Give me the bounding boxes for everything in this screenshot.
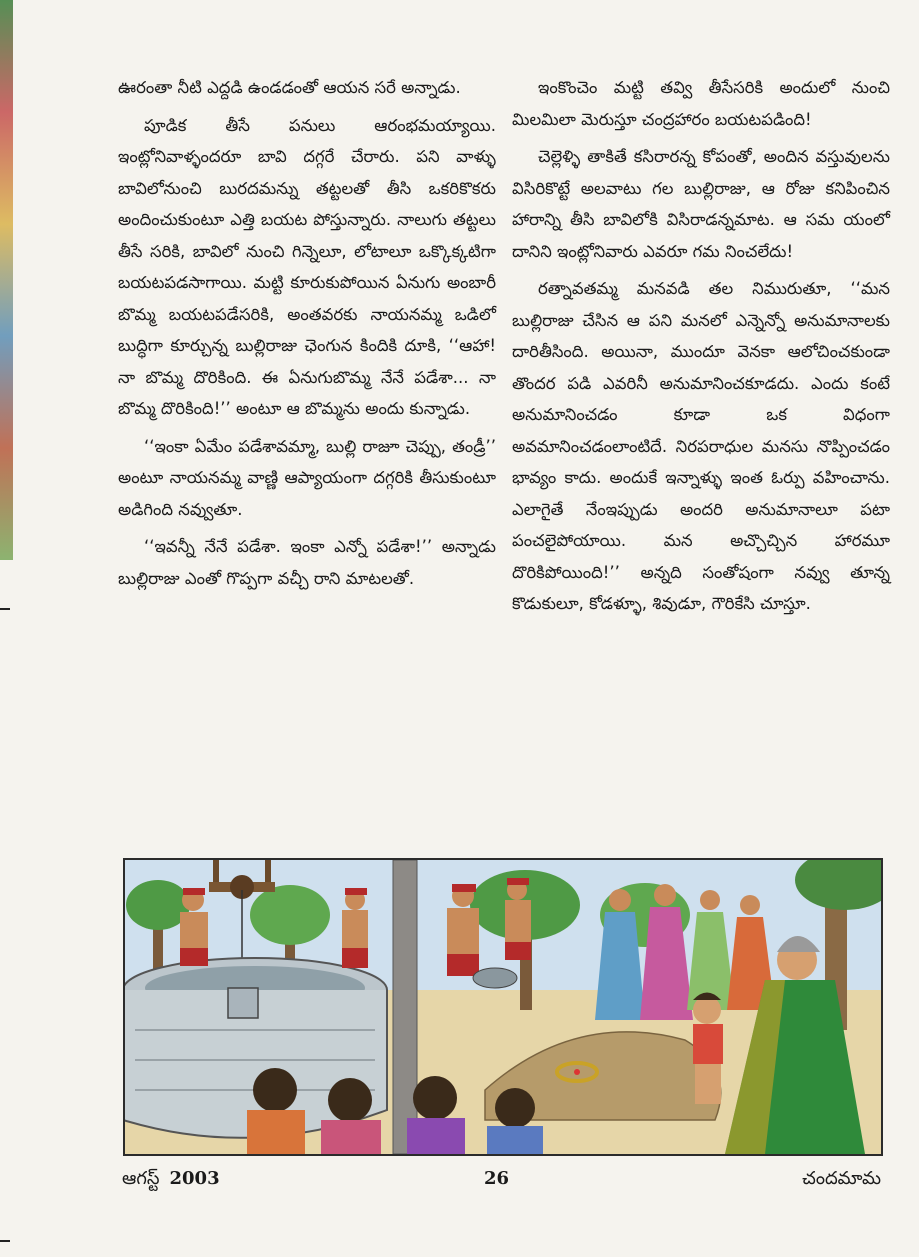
story-paragraph: చెల్లెళ్ళి తాకితే కసిరారన్న కోపంతో, అందిన వస్తువులను విసిరికొట్టే అలవాటు గల బుల్లిరాజు, ఆ రోజు కనిపించిన హారాన్ని తీసి బావిలోకి విసిరాడన్నమాట. ఆ సమ యంలో దానిని ఇంట్లోనివారు ఎవరూ గమ నించలేదు! <box>512 147 890 261</box>
edge-mark <box>0 1240 10 1242</box>
story-column-right <box>512 72 890 626</box>
magazine-name: చందమామ <box>802 1168 881 1189</box>
story-column-left <box>118 72 496 600</box>
binding-edge-strip <box>0 0 13 560</box>
story-paragraph: ఇంకొంచెం మట్టి తవ్వి తీసేసరికి అందులో నుంచి మిలమిలా మెరుస్తూ చంద్రహారం బయటపడింది! <box>512 78 890 129</box>
story-paragraph: ‘‘ఇంకా ఏమేం పడేశావమ్మా, బుల్లి రాజూ చెప్పు, తండ్రీ’’ అంటూ నాయనమ్మ వాణ్ణి ఆప్యాయంగా దగ్గరికి తీసుకుంటూ అడిగింది నవ్వుతూ. <box>118 436 496 519</box>
story-paragraph: పూడిక తీసే పనులు ఆరంభమయ్యాయి. ఇంట్లోనివాళ్ళందరూ బావి దగ్గరే చేరారు. పని వాళ్ళు బావిలోనుంచి బురదమన్ను తట్టలతో తీసి ఒకరికొకరు అందించుకుంటూ ఎత్తి బయట పోస్తున్నారు. నాలుగు తట్టలు తీసే సరికి, బావిలో నుంచి గిన్నెలూ, లోటాలూ ఒక్కొక్కటిగా బయటపడసాగాయి. మట్టి కూరుకుపోయిన ఏనుగు అంబారీ బొమ్మ బయటపడేసరికి, అంతవరకు నాయనమ్మ ఒడిలో బుద్ధిగా కూర్చున్న బుల్లిరాజు ఛెంగున కిందికి దూకి, ‘‘ఆహా! నా బొమ్మ దొరికింది. ఈ ఏనుగుబొమ్మ నేనే పడేశా... నా బొమ్మ దొరికింది!’’ అంటూ ఆ బొమ్మను అందు కున్నాడు. <box>118 115 496 418</box>
footer-month: ఆగస్ట్ <box>122 1168 160 1189</box>
story-paragraph: ఊరంతా నీటి ఎద్దడి ఉండడంతో ఆయన సరే అన్నాడు. <box>118 78 461 97</box>
footer-year: 2003 <box>169 1168 220 1189</box>
story-paragraph: రత్నావతమ్మ మనవడి తల నిమురుతూ, ‘‘మన బుల్లిరాజు చేసిన ఆ పని మనలో ఎన్నెన్నో అనుమానాలకు దారితీసింది. అయినా, ముందూ వెనకా ఆలోచించకుండా తొందర పడి ఎవరినీ అనుమానించకూడదు. ఎందు కంటే అనుమానించడం కూడా ఒక విధంగా అవమానించడంలాంటిదే. నిరపరాధుల మనసు నొప్పించడం భావ్యం కాదు. అందుకే ఇన్నాళ్ళు ఇంత ఓర్పు వహించాను. ఎలాగైతే నేంఇప్పుడు అందరి అనుమానాలూ పటా పంచలైపోయాయి. మన అచ్చొచ్చిన హారమూ దొరికిపోయింది!’’ అన్నది సంతోషంగా నవ్వు తూన్న కొడుకులూ, కోడళ్ళూ, శివుడూ, గౌరికేసి చూస్తూ. <box>512 279 890 613</box>
worker-figure <box>180 888 208 966</box>
child-figure <box>693 993 723 1105</box>
footer-date <box>122 1168 220 1193</box>
story-paragraph: ‘‘ఇవన్నీ నేనే పడేశా. ఇంకా ఎన్నో పడేశా!’’ అన్నాడు బుల్లిరాజు ఎంతో గొప్పగా వచ్చీ రాని మాటలతో. <box>118 537 496 588</box>
well-scene-illustration <box>125 860 881 1154</box>
worker-figure <box>342 888 368 968</box>
edge-mark <box>0 608 10 610</box>
story-illustration <box>123 858 883 1156</box>
pillar <box>393 860 417 1154</box>
page-number: 26 <box>484 1168 510 1189</box>
page-footer <box>0 1168 919 1198</box>
